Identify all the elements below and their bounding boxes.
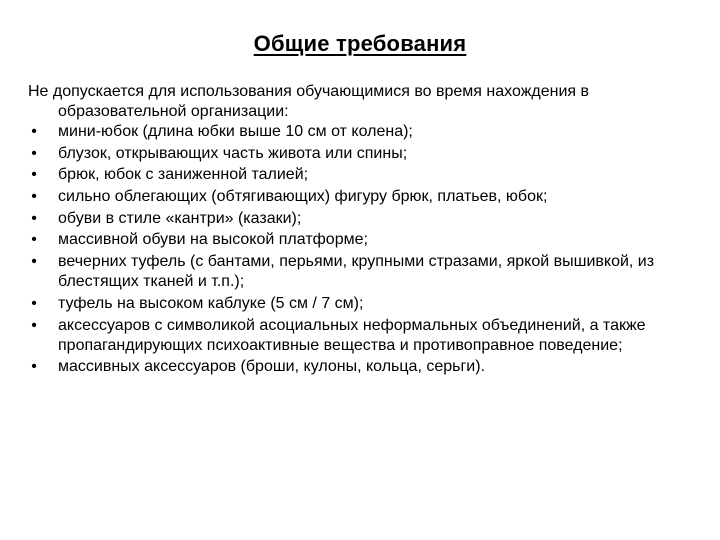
bullet-icon: • <box>31 253 37 271</box>
list-item <box>28 209 688 229</box>
list-item-text: брюк, юбок с заниженной талией; <box>58 166 309 184</box>
list-item <box>28 165 688 185</box>
slide-content <box>28 82 688 379</box>
bullet-icon: • <box>31 188 37 206</box>
list-item-text: сильно облегающих (обтягивающих) фигуру брюк, платьев, юбок; <box>58 188 548 206</box>
list-item-text: обуви в стиле «кантри» (казаки); <box>58 209 302 227</box>
list-item <box>28 294 688 314</box>
bullet-icon: • <box>31 144 37 162</box>
bullet-icon: • <box>31 123 37 140</box>
slide-title: Общие требования <box>253 31 467 56</box>
requirements-list <box>28 122 688 377</box>
bullet-icon: • <box>31 209 37 227</box>
list-item <box>28 316 688 356</box>
bullet-icon: • <box>31 231 37 249</box>
list-item <box>28 357 688 377</box>
list-item-text: блузок, открывающих часть живота или спины; <box>58 144 408 162</box>
list-item-text: туфель на высоком каблуке (5 см / 7 см); <box>58 294 364 312</box>
list-item <box>28 252 688 292</box>
list-item-text: вечерних туфель (с бантами, перьями, крупными стразами, яркой вышивкой, из блестящих тканей и т.п.); <box>58 253 655 291</box>
bullet-icon: • <box>31 316 37 334</box>
list-item <box>28 122 688 142</box>
list-item <box>28 230 688 250</box>
list-item <box>28 144 688 164</box>
list-item-text: аксессуаров с символикой асоциальных неформальных объединений, а также пропагандирующих психоактивные вещества и противоправное поведение; <box>58 316 646 354</box>
bullet-icon: • <box>31 166 37 184</box>
list-item-text: массивных аксессуаров (броши, кулоны, кольца, серьги). <box>58 358 486 376</box>
list-item-text: массивной обуви на высокой платформе; <box>58 231 368 249</box>
intro-text: Не допускается для использования обучающимися во время нахождения в образовательной организации: <box>28 83 590 120</box>
bullet-icon: • <box>31 358 37 376</box>
list-item-text: мини-юбок (длина юбки выше 10 см от колена); <box>58 123 413 140</box>
bullet-icon: • <box>31 294 37 312</box>
list-item <box>28 187 688 207</box>
